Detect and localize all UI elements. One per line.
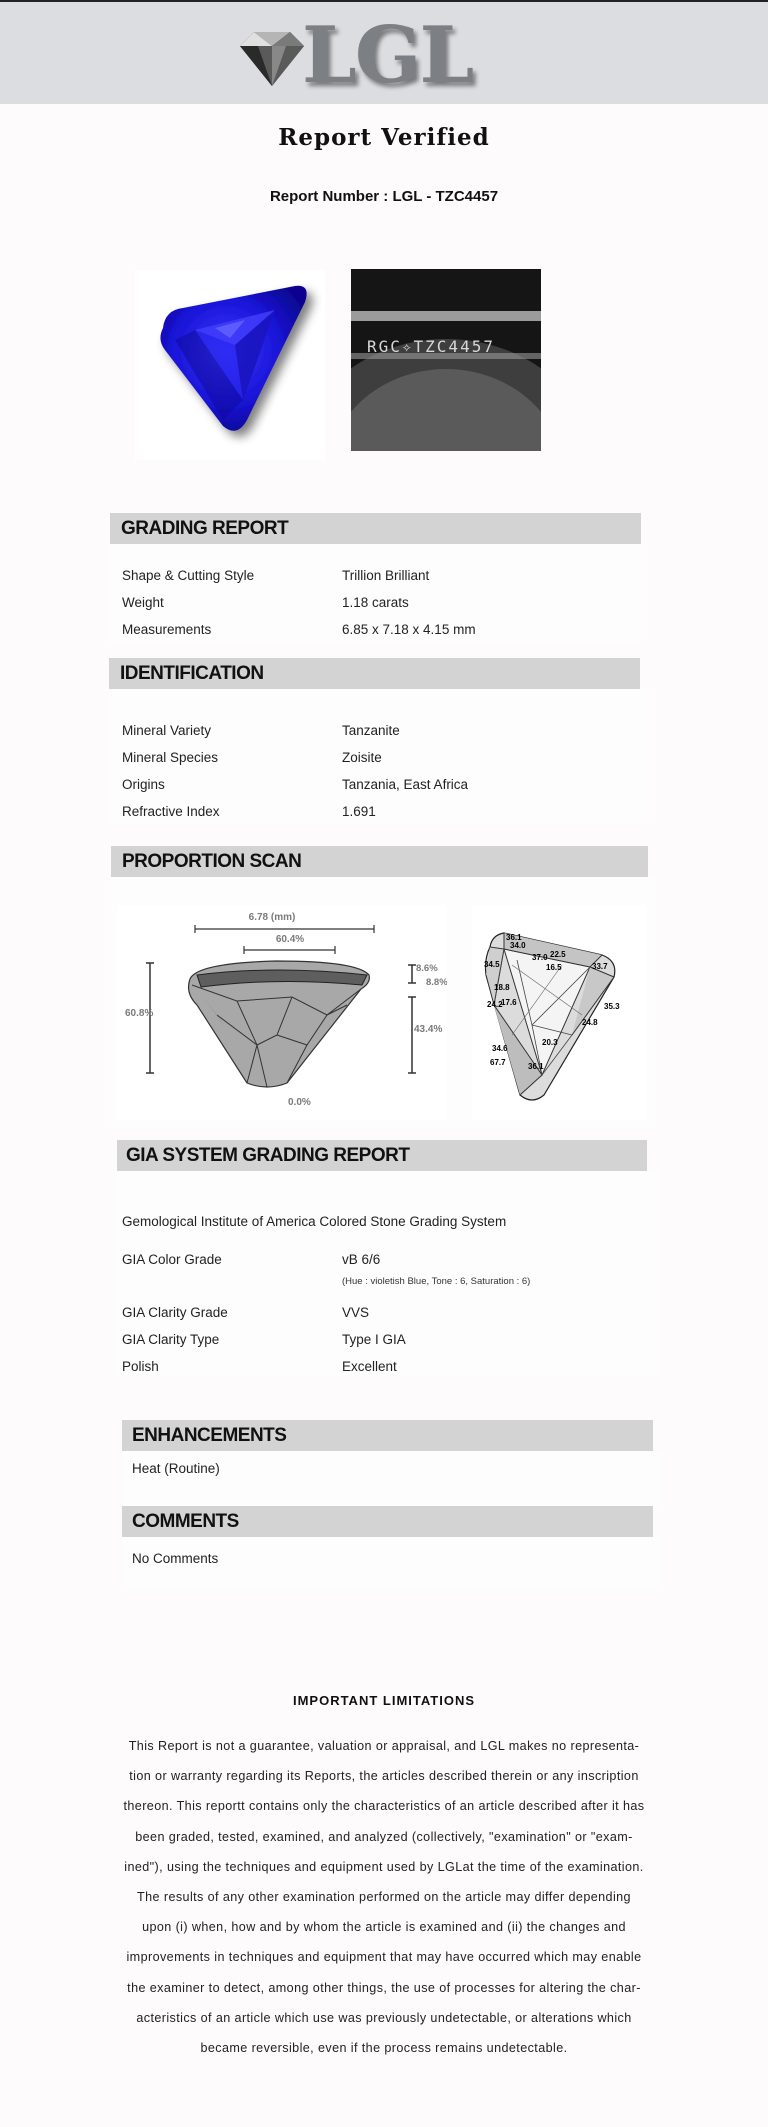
facet-label: 36.1 xyxy=(528,1062,544,1071)
limitations-line: The results of any other examination performed on the article may differ depending xyxy=(137,1890,631,1905)
grading-report-heading: GRADING REPORT xyxy=(110,513,641,544)
facet-label: 18.8 xyxy=(494,983,510,992)
enhancements-panel xyxy=(122,1451,662,1506)
row-label: Polish xyxy=(122,1359,159,1374)
row-label: Shape & Cutting Style xyxy=(122,568,255,583)
row-value: Type I GIA xyxy=(342,1332,406,1347)
limitations-line: acteristics of an article which use was previously undetectable, or alterations which xyxy=(136,2010,632,2025)
side-profile-diagram xyxy=(117,905,447,1120)
row-label: Measurements xyxy=(122,622,212,637)
facet-label: 20.3 xyxy=(542,1038,558,1047)
row-value: 6.85 x 7.18 x 4.15 mm xyxy=(342,622,476,637)
page-title: Report Verified xyxy=(278,124,490,151)
facet-label: 33.7 xyxy=(592,962,608,971)
row-value: Trillion Brilliant xyxy=(342,568,430,583)
pavilion-label: 43.4% xyxy=(414,1024,443,1035)
row-value: Excellent xyxy=(342,1359,397,1374)
comments-panel xyxy=(122,1537,662,1590)
report-number: Report Number : LGL - TZC4457 xyxy=(269,188,499,205)
limitations-line: tion or warranty regarding its Reports, the articles described therein or any inscription xyxy=(129,1769,639,1784)
inscription-text: RGC✧TZC4457 xyxy=(367,337,495,356)
facet-label: 36.1 xyxy=(506,933,522,942)
limitations-heading: IMPORTANT LIMITATIONS xyxy=(292,1693,476,1708)
limitations-line: the examiner to detect, among other things, the use of processes for altering the char- xyxy=(127,1980,641,1995)
facet-label: 34.0 xyxy=(510,941,526,950)
top-view-diagram xyxy=(472,905,647,1120)
row-value: Tanzania, East Africa xyxy=(342,777,469,792)
row-label: Refractive Index xyxy=(122,804,220,819)
row-value: vB 6/6 xyxy=(342,1252,381,1267)
gia-grading-heading: GIA SYSTEM GRADING REPORT xyxy=(117,1140,647,1171)
limitations-text xyxy=(115,1731,653,2063)
row-value: 1.691 xyxy=(342,804,376,819)
limitations-line: thereon. This reportt contains only the characteristics of an article described after it has xyxy=(123,1799,645,1814)
facet-label: 34.5 xyxy=(484,960,500,969)
row-value: 1.18 carats xyxy=(342,595,409,610)
table-label: 60.4% xyxy=(275,934,305,945)
identification-panel xyxy=(109,689,649,824)
logo-text: LGL xyxy=(302,10,473,101)
row-label: Mineral Species xyxy=(122,750,219,765)
facet-label: 16.5 xyxy=(546,963,562,972)
lgl-logo xyxy=(232,10,492,101)
width-label: 6.78 (mm) xyxy=(248,912,296,923)
comments-text: No Comments xyxy=(132,1551,219,1566)
facet-label: 35.3 xyxy=(604,1002,620,1011)
identification-heading: IDENTIFICATION xyxy=(109,658,640,689)
gia-intro: Gemological Institute of America Colored Stone Grading System xyxy=(122,1214,507,1229)
row-label: Origins xyxy=(122,777,165,792)
row-label: Weight xyxy=(122,595,164,610)
facet-label: 34.6 xyxy=(492,1044,508,1053)
culet-label: 0.0% xyxy=(288,1097,311,1108)
facet-label: 37.0 xyxy=(532,953,548,962)
row-value: Tanzanite xyxy=(342,723,400,738)
row-label: GIA Clarity Grade xyxy=(122,1305,228,1320)
facet-label: 24.2 xyxy=(487,1000,503,1009)
row-label: GIA Clarity Type xyxy=(122,1332,220,1347)
gemstone-photo xyxy=(135,270,325,460)
grading-report-panel xyxy=(110,544,641,644)
row-value: VVS xyxy=(342,1305,370,1320)
row-value: Zoisite xyxy=(342,750,382,765)
crown-label: 8.6% xyxy=(416,963,438,974)
depth-label: 60.8% xyxy=(125,1008,154,1019)
proportion-scan-heading: PROPORTION SCAN xyxy=(111,846,648,877)
facet-label: 24.8 xyxy=(582,1018,598,1027)
laser-inscription-photo xyxy=(351,269,541,451)
comments-heading: COMMENTS xyxy=(122,1506,653,1537)
limitations-line: improvements in techniques and equipment that may have occurred which may enable xyxy=(126,1950,642,1965)
row-label: GIA Color Grade xyxy=(122,1252,222,1267)
diamond-icon xyxy=(232,24,312,94)
limitations-line: upon (i) when, how and by whom the article is examined and (ii) the changes and xyxy=(142,1920,626,1935)
enhancements-heading: ENHANCEMENTS xyxy=(122,1420,653,1451)
facet-label: 22.5 xyxy=(550,950,566,959)
limitations-line: ined"), using the techniques and equipment used by LGLat the time of the examination. xyxy=(124,1859,644,1874)
crown-height-label: 8.8% xyxy=(426,977,447,988)
color-grade-note: (Hue : violetish Blue, Tone : 6, Saturation : 6) xyxy=(342,1276,531,1287)
row-label: Mineral Variety xyxy=(122,723,212,738)
facet-label: 67.7 xyxy=(490,1058,506,1067)
limitations-line: This Report is not a guarantee, valuation or appraisal, and LGL makes no representa- xyxy=(128,1739,640,1753)
limitations-line: been graded, tested, examined, and analyzed (collectively, "examination" or "exam- xyxy=(135,1829,633,1844)
enhancements-text: Heat (Routine) xyxy=(132,1461,220,1476)
header-banner xyxy=(0,2,768,104)
facet-label: 17.6 xyxy=(501,998,517,1007)
limitations-line: became reversible, even if the process remains undetectable. xyxy=(200,2041,568,2056)
gia-grading-panel xyxy=(117,1171,660,1376)
